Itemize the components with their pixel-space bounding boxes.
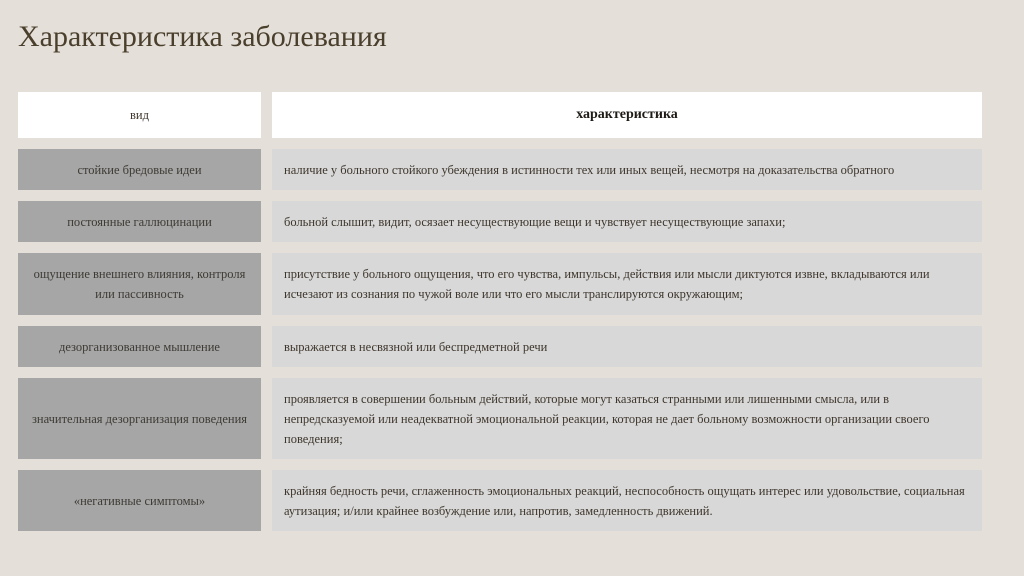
row-type-label: «негативные симптомы» (73, 493, 206, 508)
table-row-type (18, 470, 261, 531)
table-row-description (272, 470, 982, 531)
table-row-type (18, 378, 261, 459)
table-row-type (18, 326, 261, 367)
row-description-text: выражается в несвязной или беспредметной речи (284, 339, 548, 354)
table-header-type-label: вид (130, 108, 149, 122)
page-title: Характеристика заболевания (18, 20, 387, 53)
table-row-description (272, 253, 982, 315)
row-type-label: постоянные галлюцинации (67, 214, 212, 229)
table-row-type (18, 149, 261, 190)
table-row-description (272, 326, 982, 367)
row-description-text: присутствие у больного ощущения, что его чувства, импульсы, действия или мысли диктуются извне, вкладываются или исчезают из сознания по чужой воле или что его мысли транслируются окружающим; (284, 267, 930, 301)
row-type-label: дезорганизованное мышление (59, 339, 220, 354)
table-row-description (272, 378, 982, 459)
row-type-label: ощущение внешнего влияния, контроля или пассивность (33, 267, 246, 301)
table-header-characteristic (272, 92, 982, 138)
row-type-label: значительная дезорганизация поведения (31, 411, 248, 426)
row-description-text: наличие у больного стойкого убеждения в истинности тех или иных вещей, несмотря на доказательства обратного (284, 162, 895, 177)
table-header-type (18, 92, 261, 138)
row-description-text: больной слышит, видит, осязает несуществующие вещи и чувствует несуществующие запахи; (284, 214, 786, 229)
table-row-type (18, 253, 261, 315)
table-row-type (18, 201, 261, 242)
table-row-description (272, 201, 982, 242)
table-header-characteristic-label: характеристика (576, 107, 678, 122)
table-row-description (272, 149, 982, 190)
row-description-text: крайняя бедность речи, сглаженность эмоциональных реакций, неспособность ощущать интерес или удовольствие, социальная аутизация; и/или крайнее возбуждение или, напротив, замедленность движений. (284, 483, 965, 518)
row-description-text: проявляется в совершении больным действий, которые могут казаться странными или лишенными смысла, или в непредсказуемой или неадекватной эмоциональной реакции, которая не дает больному возможности организации своего поведения; (284, 391, 930, 446)
row-type-label: стойкие бредовые идеи (77, 162, 202, 177)
